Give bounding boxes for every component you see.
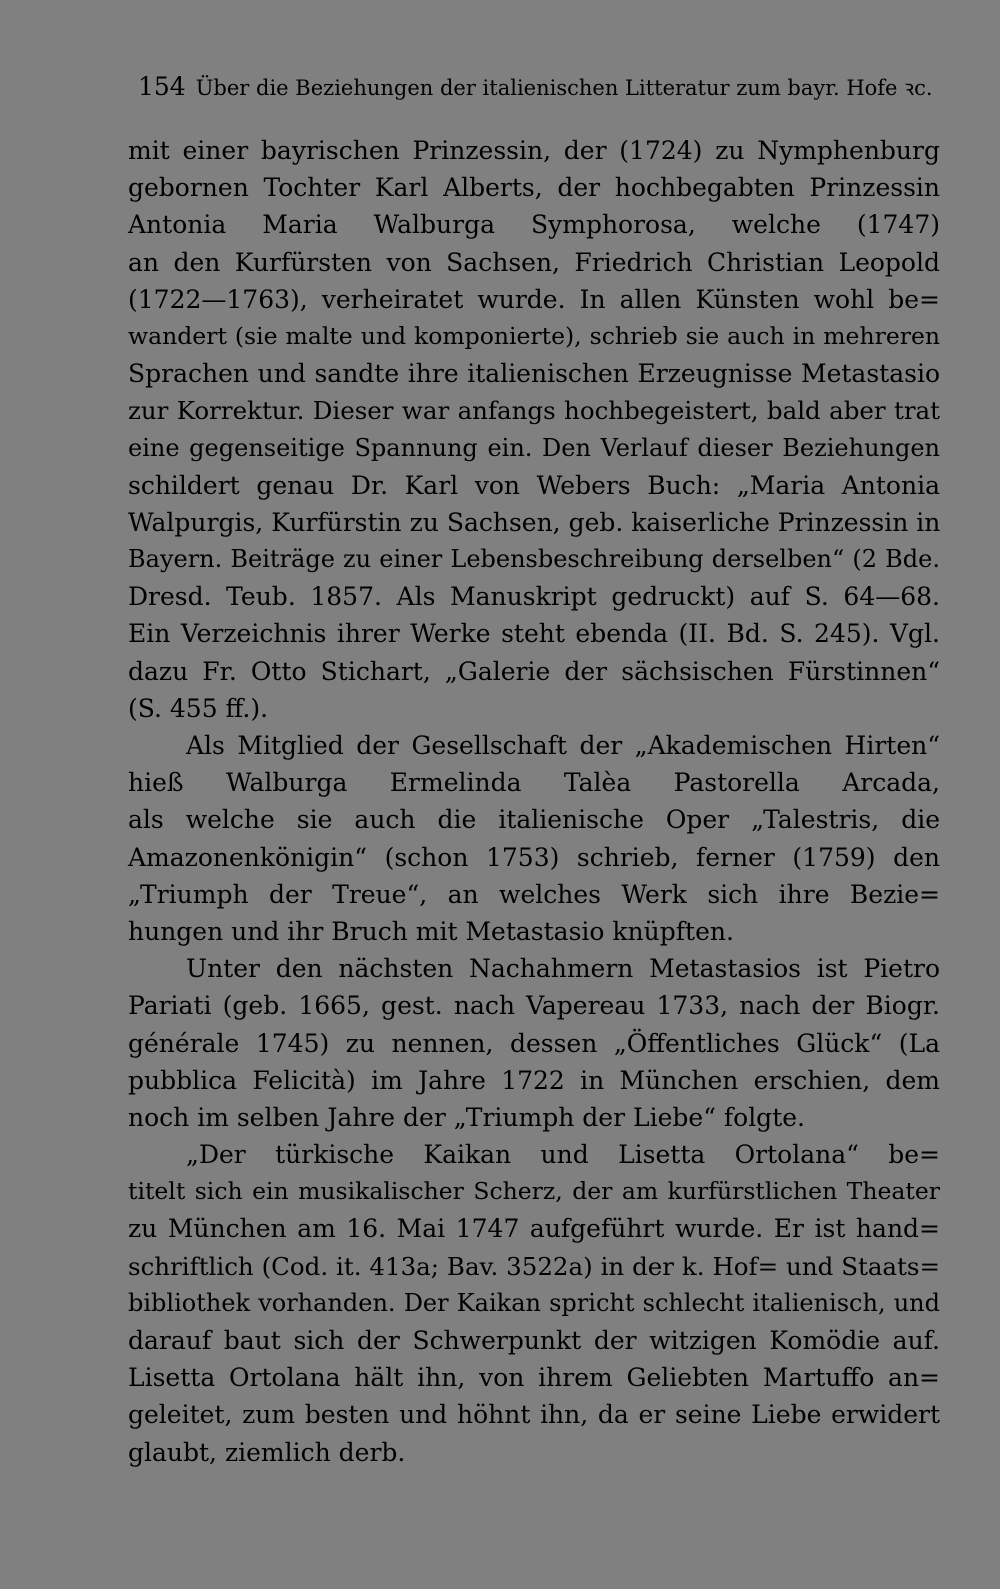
text-line: mit einer bayrischen Prinzessin, der (1724) zu Nymphenburg [128,136,940,165]
text-line: an den Kurfürsten von Sachsen, Friedrich Christian Leopold [128,247,940,277]
text-line: titelt sich ein musikalischer Scherz, der am kurfürstlichen Theater [128,1177,940,1206]
text-line: bibliothek vorhanden. Der Kaikan spricht schlecht italienisch, und [128,1288,940,1317]
text-line: Sprachen und sandte ihre italienischen Erzeugnisse Metastasio [128,359,940,389]
text-line: Bayern. Beiträge zu einer Lebensbeschreibung derselben“ (2 Bde. [128,545,940,574]
text-line: Antonia Maria Walburga Symphorosa, welche (1747) [128,210,940,240]
text-line: schildert genau Dr. Karl von Webers Buch: „Maria Antonia [128,470,940,500]
running-head [138,72,933,103]
text-line: Amazonenkönigin“ (schon 1753) schrieb, ferner (1759) den [128,842,940,872]
running-title: Über die Beziehungen der italienischen Litteratur zum bayr. Hofe ꝛc. [195,76,933,100]
text-line: Lisetta Ortolana hält ihn, von ihrem Geliebten Martuffo an= [128,1363,940,1393]
text-line: gebornen Tochter Karl Alberts, der hochbegabten Prinzessin [128,173,940,203]
text-line: „Triumph der Treue“, an welches Werk sich ihre Bezie= [128,879,940,909]
text-line: Ein Verzeichnis ihrer Werke steht ebenda (II. Bd. S. 245). Vgl. [128,619,940,649]
text-line: (1722—1763), verheiratet wurde. In allen Künsten wohl be= [128,284,940,314]
text-line: dazu Fr. Otto Stichart, „Galerie der sächsischen Fürstinnen“ [128,656,940,686]
text-line: pubblica Felicità) im Jahre 1722 in München erschien, dem [128,1065,940,1095]
text-line: Als Mitglied der Gesellschaft der „Akademischen Hirten“ [186,731,940,760]
text-line: Pariati (geb. 1665, gest. nach Vapereau 1733, nach der Biogr. [128,991,940,1021]
text-line: darauf baut sich der Schwerpunkt der witzigen Komödie auf. [128,1326,940,1355]
text-line: (S. 455 ff.). [128,693,269,723]
text-line: hieß Walburga Ermelinda Talèa Pastorella Arcada, [128,768,940,798]
text-line: Walpurgis, Kurfürstin zu Sachsen, geb. kaiserliche Prinzessin in [128,507,941,537]
text-line: schriftlich (Cod. it. 413a; Bav. 3522a) in der k. Hof= und Staats= [128,1251,940,1281]
text-line: noch im selben Jahre der „Triumph der Liebe“ folgte. [128,1102,805,1132]
text-line: zu München am 16. Mai 1747 aufgeführt wurde. Er ist hand= [128,1214,940,1244]
text-line: als welche sie auch die italienische Oper „Talestris, die [128,805,940,835]
text-line: zur Korrektur. Dieser war anfangs hochbegeistert, bald aber trat [128,396,940,426]
text-line: Unter den nächsten Nachahmern Metastasios ist Pietro [186,954,940,984]
text-line: Dresd. Teub. 1857. Als Manuskript gedruckt) auf S. 64—68. [128,582,940,612]
text-line: générale 1745) zu nennen, dessen „Öffentliches Glück“ (La [128,1028,940,1058]
text-line: glaubt, ziemlich derb. [128,1437,406,1467]
text-line: hungen und ihr Bruch mit Metastasio knüpften. [128,916,734,946]
page-number: 154 [138,72,186,101]
text-line: „Der türkische Kaikan und Lisetta Ortolana“ be= [186,1140,940,1170]
text-line: wandert (sie malte und komponierte), schrieb sie auch in mehreren [128,321,940,350]
text-line: eine gegenseitige Spannung ein. Den Verlauf dieser Beziehungen [128,433,940,462]
text-line: geleitet, zum besten und höhnt ihn, da er seine Liebe erwidert [128,1400,940,1430]
body-text [128,132,940,1471]
